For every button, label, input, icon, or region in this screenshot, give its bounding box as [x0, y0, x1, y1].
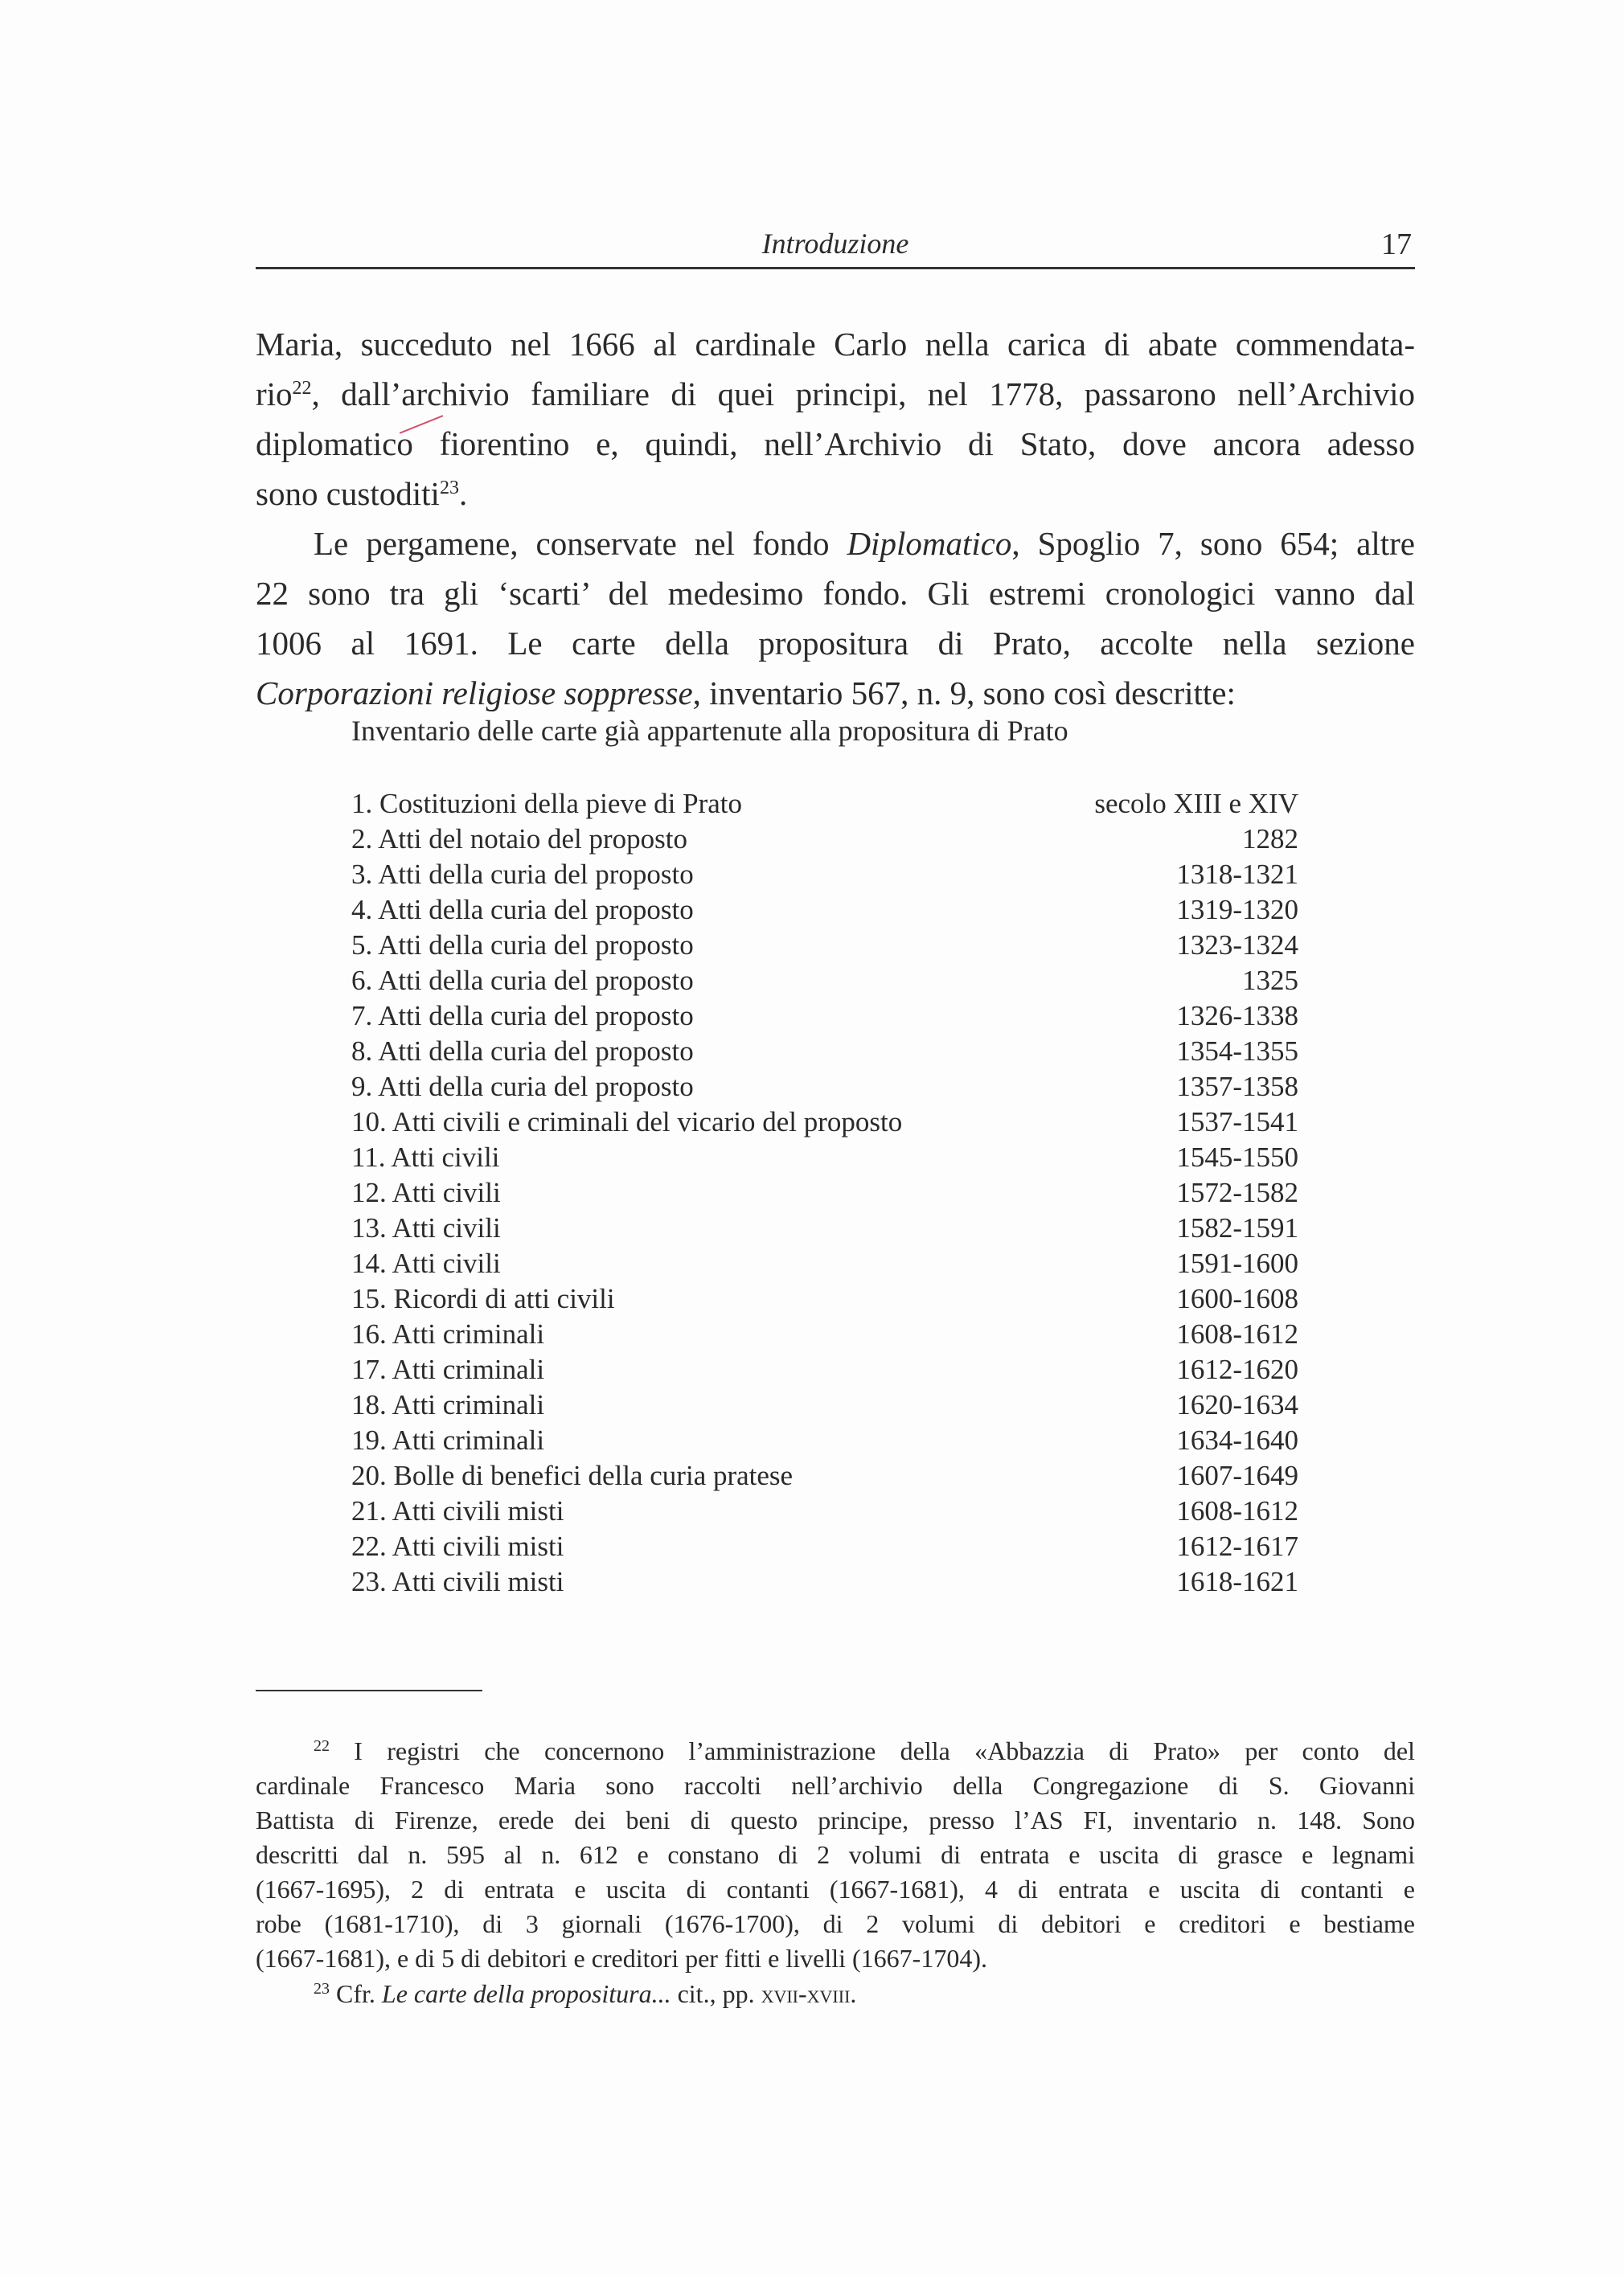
text: robe (1681-1710), di 3 giornali (1676-1700), di 2 volumi di debitori e creditori e bestiame [256, 1909, 1415, 1938]
inventory-item [351, 1140, 1298, 1175]
inventory-item [351, 1034, 1298, 1069]
footnote-23 [256, 1979, 1415, 2009]
body-line: 22 sono tra gli ‘scarti’ del medesimo fondo. Gli estremi cronologici vanno dal [256, 575, 1415, 612]
footnote-line [256, 1944, 1415, 1974]
item-date: 1612-1617 [1176, 1531, 1298, 1562]
inventory-item [351, 1105, 1298, 1140]
inventory-item [351, 1458, 1298, 1494]
text: . [458, 475, 468, 512]
italic-text: Corporazioni religiose soppresse [256, 674, 693, 711]
item-date: 1326-1338 [1176, 1000, 1298, 1031]
text: descritti dal n. 595 al n. 612 e constano di 2 volumi di entrata e uscita di grasce e legnami [256, 1840, 1415, 1869]
text: , inventario 567, n. 9, sono così descritte: [692, 674, 1236, 711]
item-label: 12. Atti civili [351, 1177, 501, 1208]
text: sono custoditi [256, 475, 440, 512]
item-label: 3. Atti della curia del proposto [351, 859, 694, 890]
body-line: 1006 al 1691. Le carte della propositura di Prato, accolte nella sezione [256, 625, 1415, 662]
inventory-item [351, 928, 1298, 963]
item-date: 1591-1600 [1176, 1248, 1298, 1279]
item-label: 16. Atti criminali [351, 1318, 545, 1350]
item-date: 1545-1550 [1176, 1142, 1298, 1173]
inventory-item [351, 857, 1298, 892]
item-date: secolo XIII e XIV [1094, 788, 1298, 819]
footnote-ref[interactable]: 22 [292, 378, 312, 399]
item-label: 1. Costituzioni della pieve di Prato [351, 788, 743, 819]
body-line: Maria, succeduto nel 1666 al cardinale Carlo nella carica di abate commendata- [256, 326, 1415, 363]
item-date: 1620-1634 [1176, 1389, 1298, 1420]
item-date: 1608-1612 [1176, 1318, 1298, 1350]
item-label: 6. Atti della curia del proposto [351, 965, 694, 996]
inventory-item [351, 1211, 1298, 1246]
item-label: 20. Bolle di benefici della curia pratese [351, 1460, 794, 1491]
inventory-item [351, 1246, 1298, 1281]
item-date: 1634-1640 [1176, 1424, 1298, 1456]
item-date: 1319-1320 [1176, 894, 1298, 925]
item-label: 10. Atti civili e criminali del vicario del proposto [351, 1106, 903, 1138]
item-date: 1600-1608 [1176, 1283, 1298, 1314]
body-line [256, 524, 1415, 563]
text: I registri che concernono l’amministrazione della «Abbazzia di Prato» per conto del [330, 1736, 1415, 1765]
item-label: 7. Atti della curia del proposto [351, 1000, 694, 1031]
inventory-item [351, 1564, 1298, 1600]
running-header [256, 227, 1415, 267]
footnote-line [256, 1909, 1415, 1939]
item-date: 1612-1620 [1176, 1354, 1298, 1385]
item-label: 13. Atti civili [351, 1212, 501, 1244]
text: Le pergamene, conservate nel fondo [314, 525, 847, 562]
inventory-item [351, 1281, 1298, 1317]
footnote-line [256, 1806, 1415, 1835]
item-date: 1618-1621 [1176, 1566, 1298, 1597]
text: Battista di Firenze, erede dei beni di questo principe, presso l’AS FI, inventario n. 148. Sono [256, 1806, 1415, 1834]
text: rio [256, 375, 293, 412]
italic-text: Diplomatico [847, 525, 1012, 562]
footnote-ref[interactable]: 23 [439, 478, 459, 498]
item-date: 1537-1541 [1176, 1106, 1298, 1138]
text: xvii-xviii. [761, 1979, 857, 2008]
footnote-line [256, 1875, 1415, 1904]
item-label: 8. Atti della curia del proposto [351, 1035, 694, 1067]
inventory-item [351, 1494, 1298, 1529]
body-line [256, 674, 1415, 712]
item-date: 1582-1591 [1176, 1212, 1298, 1244]
item-label: 19. Atti criminali [351, 1424, 545, 1456]
item-label: 5. Atti della curia del proposto [351, 929, 694, 961]
inventory-item [351, 1388, 1298, 1423]
item-date: 1357-1358 [1176, 1071, 1298, 1102]
text: , dall’archivio familiare di quei principi, nel 1778, passarono nell’Archivio [311, 375, 1415, 412]
item-date: 1323-1324 [1176, 929, 1298, 961]
item-label: 14. Atti civili [351, 1248, 501, 1279]
item-date: 1354-1355 [1176, 1035, 1298, 1067]
item-label: 2. Atti del notaio del proposto [351, 823, 688, 855]
inventory-list [351, 786, 1298, 1600]
text: (1667-1695), 2 di entrata e uscita di contanti (1667-1681), 4 di entrata e uscita di contanti e [256, 1875, 1415, 1904]
item-label: 22. Atti civili misti [351, 1531, 564, 1562]
item-label: 18. Atti criminali [351, 1389, 545, 1420]
footnote-line [256, 1736, 1415, 1766]
inventory-item [351, 892, 1298, 928]
text: cardinale Francesco Maria sono raccolti nell’archivio della Congregazione di S. Giovanni [256, 1771, 1415, 1800]
inventory-item [351, 963, 1298, 998]
inventory-item [351, 1529, 1298, 1564]
item-date: 1572-1582 [1176, 1177, 1298, 1208]
item-date: 1325 [1242, 965, 1298, 996]
footnote-number: 23 [314, 1980, 330, 1998]
body-line: diplomatico fiorentino e, quindi, nell’Archivio di Stato, dove ancora adesso [256, 425, 1415, 462]
item-label: 4. Atti della curia del proposto [351, 894, 694, 925]
body-line [256, 375, 1415, 413]
text: cit., pp. [671, 1979, 761, 2008]
inventory-item [351, 822, 1298, 857]
item-date: 1607-1649 [1176, 1460, 1298, 1491]
inventory-item [351, 1352, 1298, 1388]
italic-text: Le carte della propositura... [381, 1979, 671, 2008]
item-label: 17. Atti criminali [351, 1354, 545, 1385]
header-rule [256, 267, 1415, 269]
text: (1667-1681), e di 5 di debitori e creditori per fitti e livelli (1667-1704). [256, 1944, 987, 1973]
inventory-item [351, 998, 1298, 1034]
inventory-item [351, 1423, 1298, 1458]
text: , Spoglio 7, sono 654; altre [1011, 525, 1415, 562]
text: Cfr. [330, 1979, 382, 2008]
page-number: 17 [1381, 228, 1412, 261]
item-date: 1282 [1242, 823, 1298, 855]
inventory-title: Inventario delle carte già appartenute alla propositura di Prato [351, 715, 1068, 747]
body-line [256, 474, 1415, 513]
inventory-item [351, 1069, 1298, 1105]
item-label: 11. Atti civili [351, 1142, 500, 1173]
footnote-rule [256, 1690, 482, 1691]
item-label: 23. Atti civili misti [351, 1566, 564, 1597]
running-title: Introduzione [761, 228, 909, 260]
footnote-number: 22 [314, 1737, 330, 1755]
footnote-line [256, 1840, 1415, 1870]
inventory-item [351, 786, 1298, 822]
item-label: 9. Atti della curia del proposto [351, 1071, 694, 1102]
item-label: 21. Atti civili misti [351, 1495, 564, 1527]
item-date: 1608-1612 [1176, 1495, 1298, 1527]
inventory-item [351, 1175, 1298, 1211]
inventory-item [351, 1317, 1298, 1352]
item-label: 15. Ricordi di atti civili [351, 1283, 615, 1314]
item-date: 1318-1321 [1176, 859, 1298, 890]
footnote-line [256, 1771, 1415, 1801]
